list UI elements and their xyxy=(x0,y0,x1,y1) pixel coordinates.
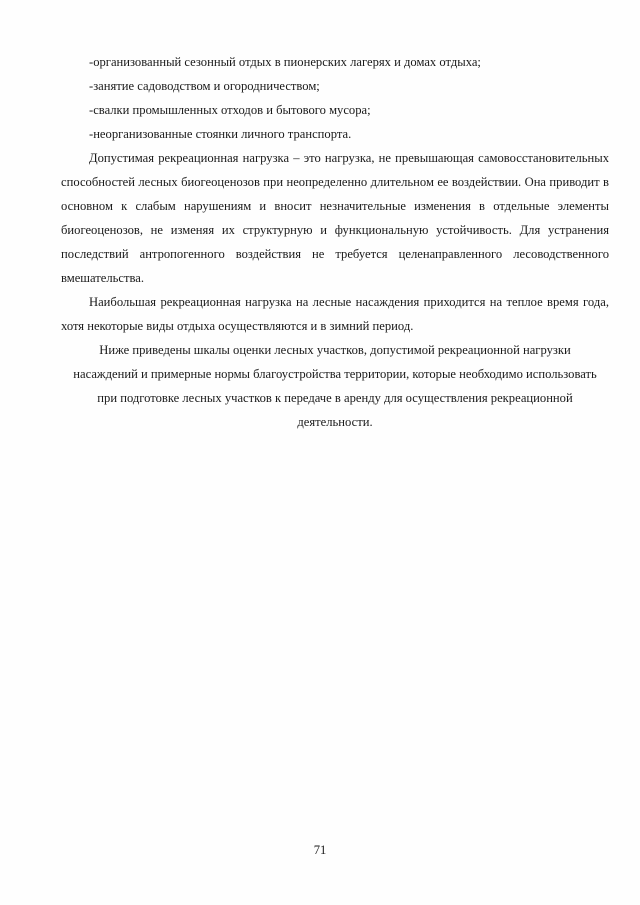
list-item: -неорганизованные стоянки личного транспорта. xyxy=(89,127,352,141)
centered-intro-block xyxy=(37,338,633,434)
list-item: -занятие садоводством и огородничеством; xyxy=(89,79,320,93)
list-item: -организованный сезонный отдых в пионерских лагерях и домах отдыха; xyxy=(89,55,481,69)
list-item: -свалки промышленных отходов и бытового мусора; xyxy=(89,103,371,117)
centered-line: насаждений и примерные нормы благоустройства территории, которые необходимо использовать xyxy=(73,367,597,381)
paragraph-recreational-load-definition: Допустимая рекреационная нагрузка – это нагрузка, не превышающая самовосстановительных способностей лесных биогеоценозов при неопределенно длительном ее воздействии. Она приводит в основном к слабым нарушениям и вносит незначительные изменения в отдельные элементы биогеоценозов, не изменяя их структурную и функциональную устойчивость. Для устранения последствий антропогенного воздействия не требуется целенаправленного лесоводственного вмешательства. xyxy=(61,151,609,285)
paragraph-peak-load-season: Наибольшая рекреационная нагрузка на лесные насаждения приходится на теплое время года, хотя некоторые виды отдыха осуществляются и в зимний период. xyxy=(61,295,609,333)
centered-line: при подготовке лесных участков к передаче в аренду для осуществления рекреационной xyxy=(97,391,573,405)
document-body xyxy=(61,50,609,434)
centered-line: Ниже приведены шкалы оценки лесных участков, допустимой рекреационной нагрузки xyxy=(99,343,571,357)
page-number: 71 xyxy=(313,843,327,857)
centered-line: деятельности. xyxy=(297,415,373,429)
